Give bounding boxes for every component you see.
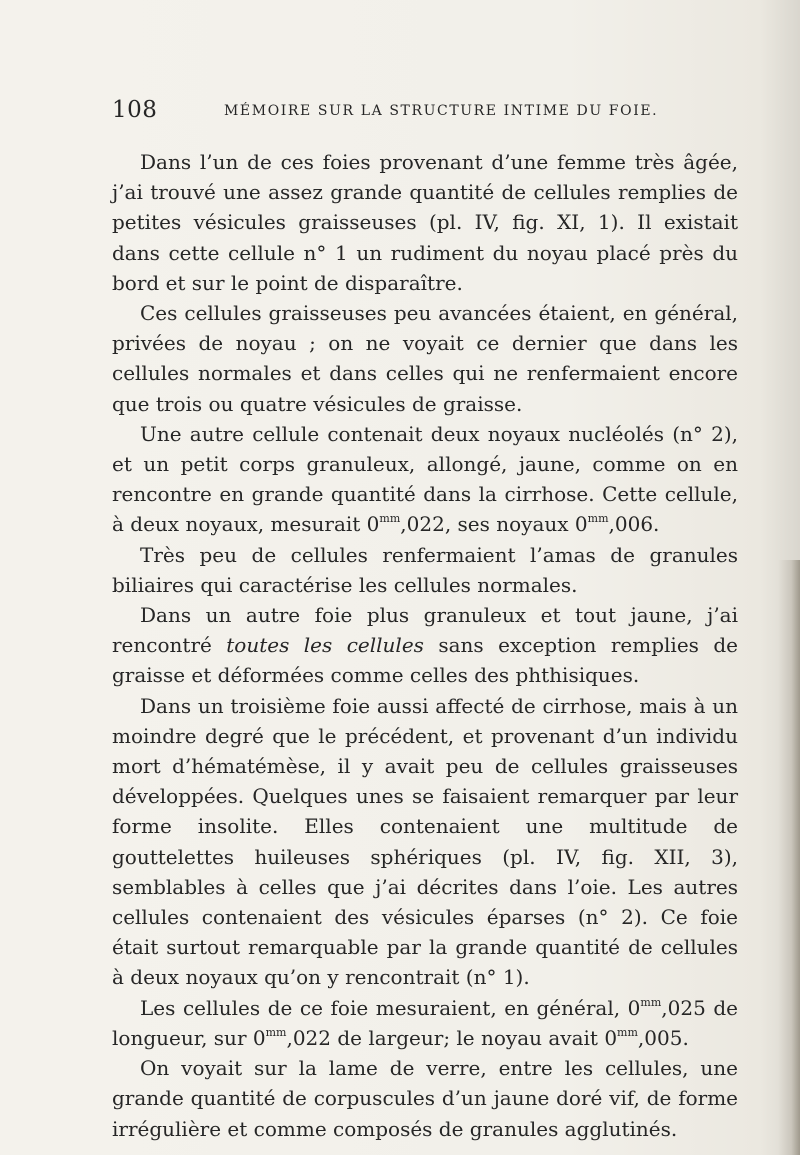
unit-mm: mm <box>265 1025 287 1039</box>
page-edge-shadow <box>778 560 800 1155</box>
paragraph-3-text: Une autre cellule contenait deux noyaux nucléolés (n° 2), et un petit corps granuleux, allongé, jaune, comme on en rencontre en grande quantité dans la cirrhose. Cette cellule, à deux noyaux, mesurait 0 <box>112 421 738 537</box>
paragraph-5-start: Dans un autre foie plus granuleux et tout jaune, j’ai rencontré <box>112 603 738 658</box>
paragraph-4: Très peu de cellules renfermaient l’amas de granules biliaires qui caractérise les cellules normales. <box>112 542 738 597</box>
paragraph-7-start: Les cellules de ce foie mesuraient, en général, 0 <box>140 995 641 1020</box>
page-header <box>112 96 732 124</box>
paragraph-5-italic: toutes les cellules <box>226 633 424 658</box>
paragraph-5 <box>112 600 738 691</box>
paragraph-3-end: ,006. <box>608 512 660 537</box>
unit-mm: mm <box>617 1025 638 1039</box>
paragraph-5-end: sans exception remplies de graisse et déformées comme celles des phthisiques. <box>112 633 738 688</box>
paragraph-3 <box>112 419 738 540</box>
unit-mm: mm <box>379 512 401 526</box>
page-number: 108 <box>112 97 158 123</box>
unit-mm: mm <box>587 512 609 526</box>
paragraph-8: On voyait sur la lame de verre, entre les cellules, une grande quantité de corpuscules d’un jaune doré vif, de forme irrégulière et comme composés de granules agglutinés. <box>112 1056 738 1141</box>
paragraph-7-end: ,005. <box>637 1025 689 1050</box>
running-head: MÉMOIRE SUR LA STRUCTURE INTIME DU FOIE. <box>224 103 659 119</box>
paragraph-7-mid1: ,025 de longueur, sur 0 <box>112 995 738 1050</box>
paragraph-7 <box>112 993 738 1053</box>
body-text <box>112 147 738 1144</box>
paragraph-1: Dans l’un de ces foies provenant d’une femme très âgée, j’ai trouvé une assez grande quantité de cellules remplies de petites vésicules graisseuses (pl. IV, fig. XI, 1). Il existait dans cette cellule n° 1 un rudiment du noyau placé près du bord et sur le point de disparaître. <box>112 150 738 295</box>
unit-mm: mm <box>640 995 662 1009</box>
paragraph-7-mid2: ,022 de largeur; le noyau avait 0 <box>286 1025 618 1050</box>
paragraph-2: Ces cellules graisseuses peu avancées étaient, en général, privées de noyau ; on ne voyait ce dernier que dans les cellules normales et dans celles qui ne renfermaient encore que trois ou quatre vésicules de graisse. <box>112 301 738 416</box>
paragraph-6: Dans un troisième foie aussi affecté de cirrhose, mais à un moindre degré que le précédent, et provenant d’un individu mort d’hématémèse, il y avait peu de cellules graisseuses développées. Quelques unes se faisaient remarquer par leur forme insolite. Elles contenaient une multitude de gouttelettes huileuses sphériques (pl. IV, fig. XII, 3), semblables à celles que j’ai décrites dans l’oie. Les autres cellules contenaient des vésicules éparses (n° 2). Ce foie était surtout remarquable par la grande quantité de cellules à deux noyaux qu’on y rencontrait (n° 1). <box>112 693 738 990</box>
paragraph-3-mid: ,022, ses noyaux 0 <box>400 512 588 537</box>
